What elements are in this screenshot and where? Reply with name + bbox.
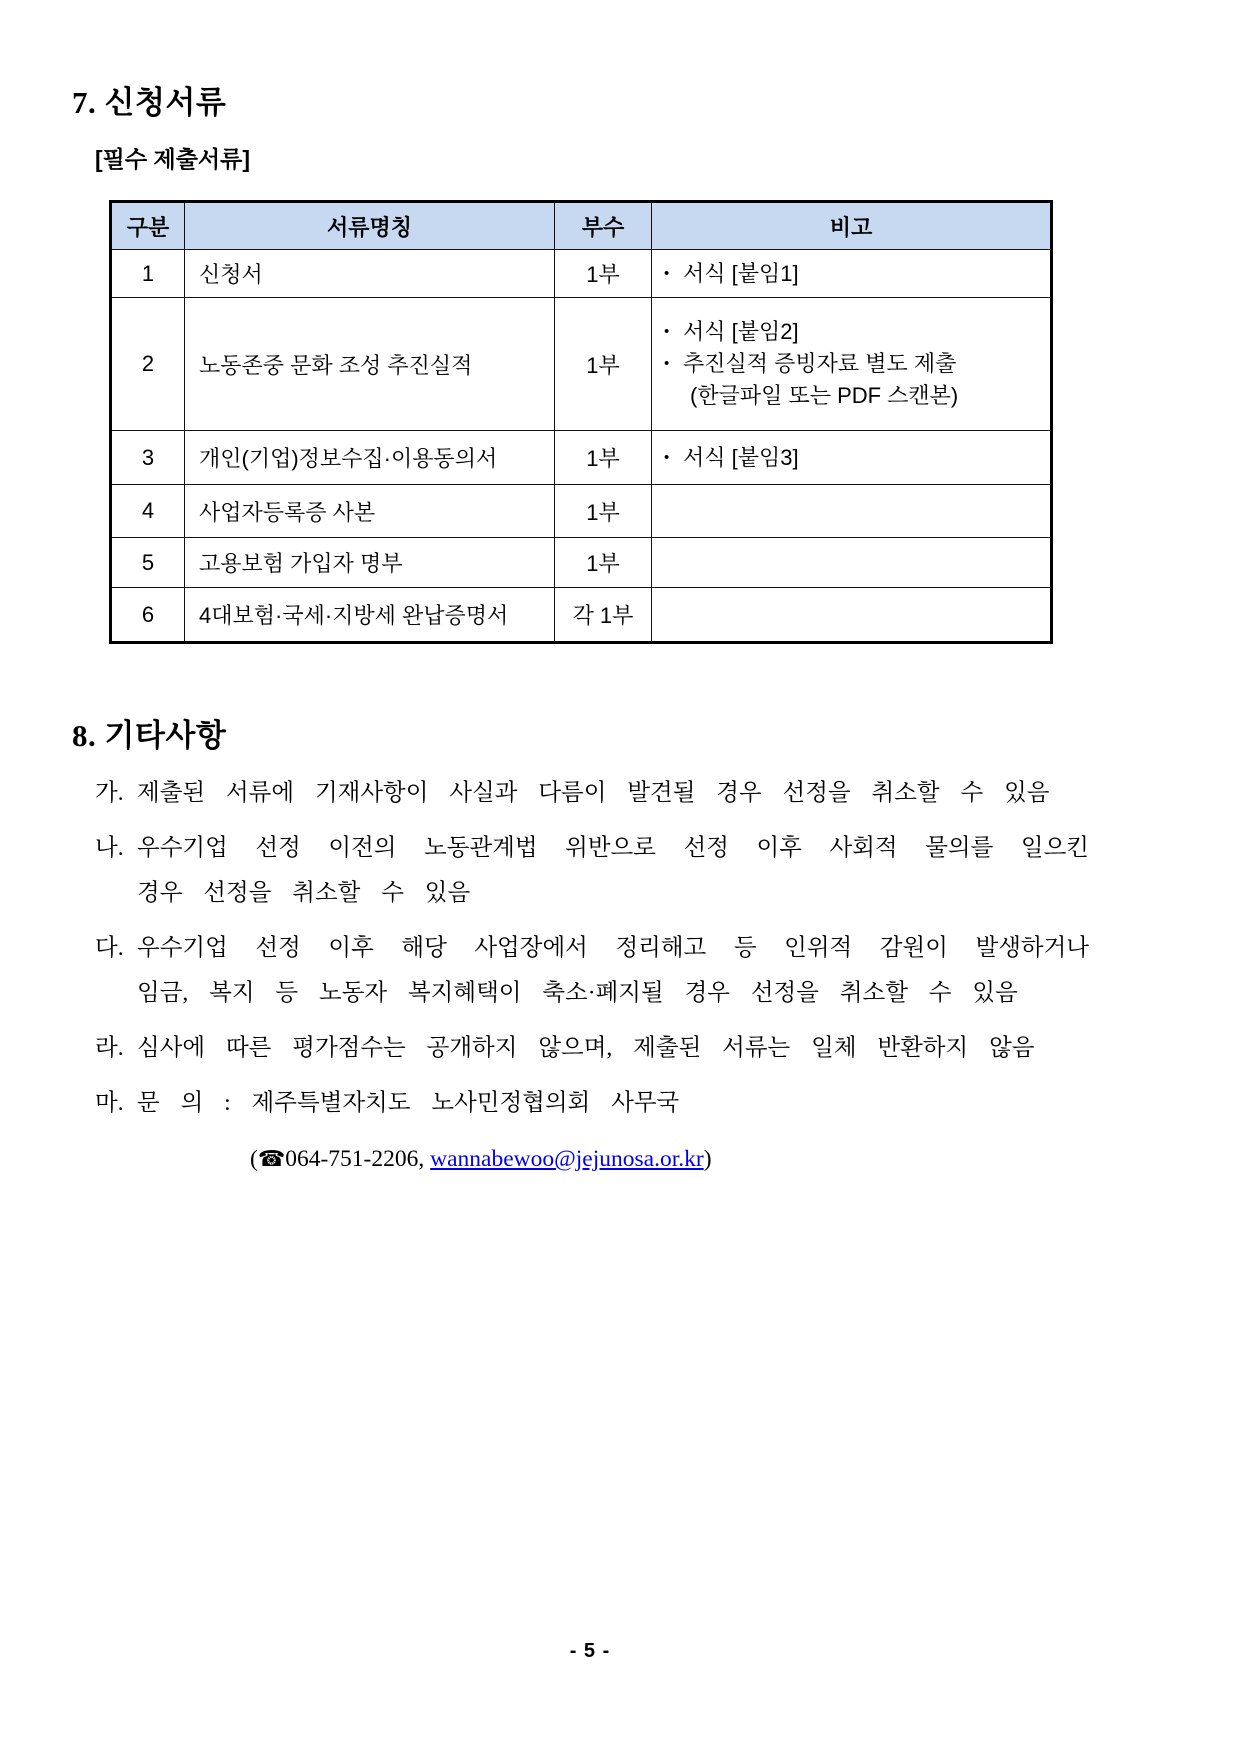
bullet-icon: • xyxy=(664,355,670,372)
required-docs-subtitle: [필수 제출서류] xyxy=(95,146,251,172)
page-number: - 5 - xyxy=(569,1640,611,1662)
col-header-remarks: 비고 xyxy=(652,202,1052,250)
remark-line xyxy=(664,316,1042,348)
item-text: 문 의 : 제주특별자치도 노사민정협의회 사무국 xyxy=(137,1090,680,1116)
bullet-icon: • xyxy=(664,323,670,340)
item-label: 라. xyxy=(95,1035,124,1061)
table-row xyxy=(111,250,1052,298)
table-header-row xyxy=(111,202,1052,250)
item-label: 다. xyxy=(95,935,124,961)
table-row xyxy=(111,298,1052,431)
cell-copies: 1부 xyxy=(555,538,652,588)
cell-doc-name: 신청서 xyxy=(185,250,555,298)
bullet-icon: • xyxy=(664,448,670,466)
item-text: 우수기업 선정 이후 해당 사업장에서 정리해고 등 인위적 감원이 발생하거나 임금, 복지 등 노동자 복지혜택이 축소·폐지될 경우 선정을 취소할 수 있음 xyxy=(137,935,1089,1006)
bullet-icon: • xyxy=(664,264,670,282)
cell-copies: 1부 xyxy=(555,298,652,431)
cell-remarks xyxy=(652,538,1052,588)
item-label: 가. xyxy=(95,780,124,806)
remark-text: 서식 [붙임1] xyxy=(683,260,799,286)
section7-title: 7. 신청서류 xyxy=(72,85,227,120)
item-text: 우수기업 선정 이전의 노동관계법 위반으로 선정 이후 사회적 물의를 일으킨 경우 선정을 취소할 수 있음 xyxy=(137,835,1089,906)
cell-no: 1 xyxy=(111,250,185,298)
cell-doc-name: 노동존중 문화 조성 추진실적 xyxy=(185,298,555,431)
paren-close: ) xyxy=(703,1146,712,1172)
list-item-ra xyxy=(95,1026,1089,1071)
remark-line xyxy=(664,380,1042,412)
cell-no: 3 xyxy=(111,431,185,485)
cell-copies: 1부 xyxy=(555,250,652,298)
remark-text: 추진실적 증빙자료 별도 제출 xyxy=(683,351,957,376)
col-header-category: 구분 xyxy=(111,202,185,250)
col-header-doc-name: 서류명칭 xyxy=(185,202,555,250)
item-label: 마. xyxy=(95,1090,124,1116)
table-row xyxy=(111,485,1052,538)
col-header-copies: 부수 xyxy=(555,202,652,250)
table-row xyxy=(111,588,1052,643)
contact-line xyxy=(250,1136,1089,1182)
remark-line xyxy=(664,442,1042,474)
cell-remarks xyxy=(652,431,1052,485)
list-item-ma xyxy=(95,1081,1089,1126)
section8-item-list xyxy=(95,771,1089,1182)
required-documents-table xyxy=(109,200,1053,644)
remark-text: (한글파일 또는 PDF 스캔본) xyxy=(690,383,959,408)
remark-text: 서식 [붙임2] xyxy=(683,319,799,344)
cell-remarks xyxy=(652,588,1052,643)
cell-doc-name: 사업자등록증 사본 xyxy=(185,485,555,538)
cell-remarks xyxy=(652,485,1052,538)
list-item-ga xyxy=(95,771,1089,816)
list-item-da xyxy=(95,926,1089,1016)
paren-open: ( xyxy=(250,1146,258,1172)
remark-line xyxy=(664,348,1042,380)
remark-line xyxy=(664,258,1042,290)
cell-copies: 1부 xyxy=(555,431,652,485)
list-item-na xyxy=(95,826,1089,916)
cell-copies: 1부 xyxy=(555,485,652,538)
remark-text: 서식 [붙임3] xyxy=(683,444,799,470)
cell-no: 4 xyxy=(111,485,185,538)
cell-copies: 각 1부 xyxy=(555,588,652,643)
cell-no: 5 xyxy=(111,538,185,588)
section8-title: 8. 기타사항 xyxy=(72,718,227,753)
item-label: 나. xyxy=(95,835,124,861)
table-row xyxy=(111,431,1052,485)
cell-remarks xyxy=(652,250,1052,298)
phone-number: 064-751-2206, xyxy=(285,1146,425,1172)
cell-doc-name: 4대보험·국세·지방세 완납증명서 xyxy=(185,588,555,643)
cell-doc-name: 고용보험 가입자 명부 xyxy=(185,538,555,588)
item-text: 심사에 따른 평가점수는 공개하지 않으며, 제출된 서류는 일체 반환하지 않음 xyxy=(137,1035,1035,1061)
cell-no: 2 xyxy=(111,298,185,431)
page-content xyxy=(72,84,1112,1182)
cell-doc-name: 개인(기업)정보수집·이용동의서 xyxy=(185,431,555,485)
item-text: 제출된 서류에 기재사항이 사실과 다름이 발견될 경우 선정을 취소할 수 있음 xyxy=(137,780,1050,806)
cell-no: 6 xyxy=(111,588,185,643)
cell-remarks xyxy=(652,298,1052,431)
phone-icon: ☎ xyxy=(257,1146,286,1171)
table-row xyxy=(111,538,1052,588)
email-link[interactable]: wannabewoo@jejunosa.or.kr xyxy=(430,1146,704,1172)
